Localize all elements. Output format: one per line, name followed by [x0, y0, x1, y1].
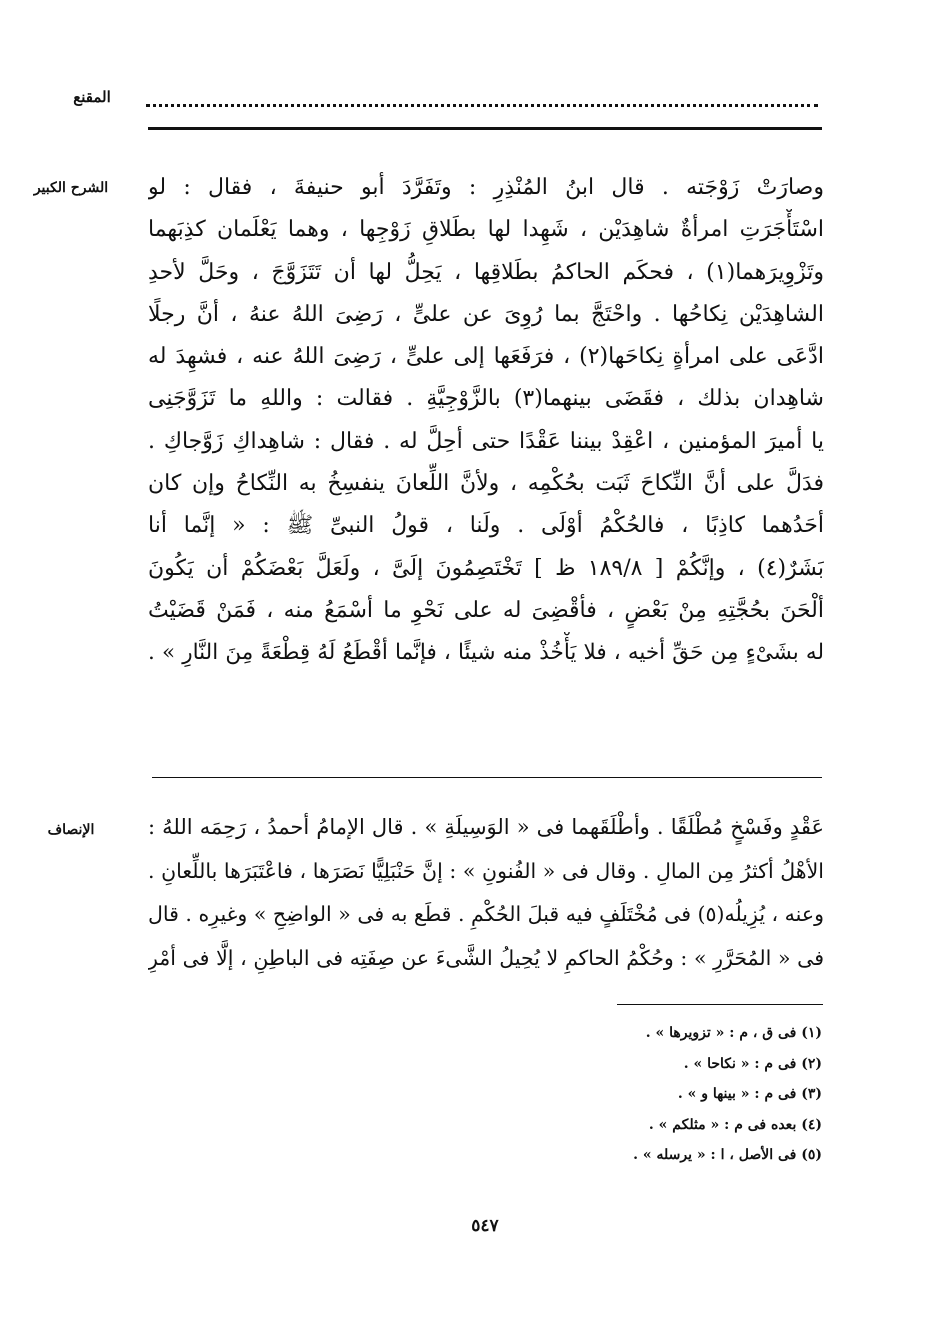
- header-rule: [148, 127, 822, 130]
- sharh-line-6: شاهِدان بذلك ، فقَضَى بينهما(٣) بالزَّوْجِيَّةِ . فقالت : واللهِ ما تَزَوَّجَنِى: [148, 386, 824, 412]
- section-label-sharh: الشرح الكبير: [33, 180, 109, 196]
- sharh-line-1: وصارَتْ زَوْجَته . قال ابنُ المُنْذِرِ : وتَفَرَّدَ أبو حنيفةَ ، فقال : لو: [148, 175, 824, 200]
- insaf-line-2: الأهْلُ أكثرُ مِن المالِ . وقال فى « الفُنونِ » : إنَّ حَنْبَلِيًّا نَصَرَها ، فاعْتَبَرَها باللِّعانِ .: [148, 858, 824, 883]
- sharh-line-2: اسْتَأْجَرَتِ امرأةٌ شاهِدَيْن ، شَهِدا لها بطَلاقِ زَوْجِها ، وهما يَعْلَمان كذِبَهما: [148, 217, 824, 243]
- footnote-1: (١) فى ق ، م : « تزويرها » .: [645, 1025, 822, 1041]
- sharh-line-8: فدَلَّ على أنَّ النِّكاحَ ثَبَت بحُكْمِه ، ولأنَّ اللِّعانَ ينفسِخُ به النِّكاحُ وإن كان: [148, 471, 824, 497]
- sharh-line-3: وتَزْوِيرَهما(١) ، فحكَم الحاكمُ بطَلاقِها ، يَحِلُّ لها أن تَتَزَوَّجَ ، وحَلَّ لأحدِ: [148, 259, 824, 285]
- footnotes-rule: [617, 1004, 823, 1005]
- sharh-line-7: يا أميرَ المؤمنين ، اعْقِدْ بيننا عَقْدًا حتى أحِلَّ له . فقال : شاهِداكِ زَوَّجاكِ .: [148, 428, 824, 454]
- page-header-title: المقنع: [73, 88, 111, 106]
- sharh-text-block: [148, 167, 824, 675]
- sharh-line-5: ادَّعَى على امرأةٍ نِكاحَها(٢) ، فرَفَعَها إلى علىٍّ ، رَضِىَ اللهُ عنه ، فشهِدَ له: [148, 344, 824, 370]
- insaf-line-4: فى « المُحَرَّرِ » : وحُكْمُ الحاكمِ لا يُحِيلُ الشَّىءَ عن صِفَتِه فى الباطِنِ ، إلَّا فى أمْرِ: [148, 945, 824, 970]
- footnote-5: (٥) فى الأصل ، ا : « يرسله » .: [633, 1147, 822, 1163]
- page-number: ٥٤٧: [471, 1216, 499, 1236]
- sharh-line-10: بَشَرٌ(٤) ، وإنَّكُمْ [ ١٨٩/٨ ظ ] تَخْتَصِمُونَ إلَىَّ ، ولَعَلَّ بَعْضَكُمْ أن يَكُونَ: [148, 555, 824, 581]
- footnote-2: (٢) فى م : « نكاحا » .: [683, 1055, 822, 1072]
- sharh-line-12: له بشَىْءٍ مِن حَقِّ أخيه ، فلا يَأْخُذْ منه شيئًا ، فإنَّما أقْطَعُ لَهُ قِطْعَةً مِنَ النَّارِ » .: [148, 640, 824, 666]
- section-divider: [152, 777, 822, 778]
- insaf-text-block: [148, 806, 824, 980]
- sharh-line-4: الشاهِدَيْن نِكاحُها . واحْتَجَّ بما رُوِىَ عن علىٍّ ، رَضِىَ اللهُ عنهُ ، أنَّ رجلًا: [148, 301, 824, 327]
- section-label-insaf: الإنصاف: [47, 822, 95, 838]
- footnote-4: (٤) بعده فى م : « مثلكم » .: [648, 1116, 822, 1133]
- insaf-line-3: وعنه ، يُزِيلُه(٥) فى مُخْتَلَفٍ فيه قبلَ الحُكْمِ . قطَع به فى « الواضِحِ » وغيرِه . قال: [148, 902, 824, 926]
- footnote-3: (٣) فى م : « بينها و » .: [677, 1086, 822, 1102]
- sharh-line-11: ألْحَنَ بحُجَّتِهِ مِنْ بَعْضٍ ، فأقْضِىَ له على نَحْوِ ما أسْمَعُ منه ، فَمَنْ قَضَيْتُ: [148, 597, 824, 623]
- insaf-line-1: عَقْدٍ وفَسْخٍ مُطْلَقًا . وأطْلَقَهما فى « الوَسِيلَةِ » . قال الإمامُ أحمدُ ، رَحِمَه اللهُ :: [148, 815, 824, 839]
- sharh-line-9: أحَدُهما كاذِبًا ، فالحُكْمُ أوْلَى . ولَنا ، قولُ النبىِّ ﷺ : « إنَّما أنا: [148, 513, 824, 539]
- footnotes-list: [560, 1018, 822, 1171]
- header-dotted-leader: [146, 104, 818, 107]
